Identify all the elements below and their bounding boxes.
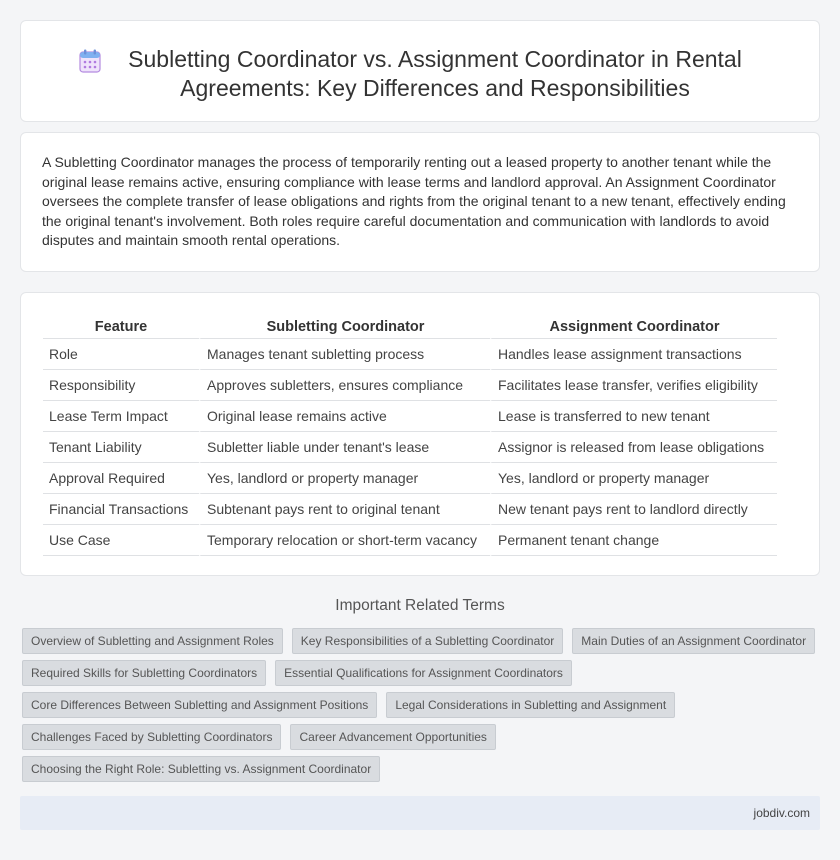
- table-row: [43, 525, 777, 556]
- table-header-row: [43, 317, 777, 339]
- table-cell: Lease is transferred to new tenant: [490, 401, 777, 432]
- table-cell: Facilitates lease transfer, verifies eligibility: [490, 370, 777, 401]
- table-row: [43, 432, 777, 463]
- table-cell: Lease Term Impact: [43, 401, 199, 432]
- header-feature: Feature: [43, 317, 199, 339]
- table-row: [43, 339, 777, 370]
- footer-site-link[interactable]: jobdiv.com: [753, 806, 810, 820]
- table-cell: Tenant Liability: [43, 432, 199, 463]
- related-tag[interactable]: Career Advancement Opportunities: [290, 724, 495, 750]
- related-tag[interactable]: Key Responsibilities of a Subletting Coordinator: [292, 628, 563, 654]
- table-cell: Subletter liable under tenant's lease: [199, 432, 490, 463]
- related-tag[interactable]: Legal Considerations in Subletting and Assignment: [386, 692, 675, 718]
- page-title: Subletting Coordinator vs. Assignment Coordinator in Rental Agreements: Key Differences and Responsibilities: [128, 46, 742, 101]
- table-cell: Original lease remains active: [199, 401, 490, 432]
- title-wrap: [21, 45, 819, 103]
- related-tag[interactable]: Challenges Faced by Subletting Coordinators: [22, 724, 281, 750]
- intro-card: [20, 132, 820, 272]
- table-row: [43, 494, 777, 525]
- table-cell: Assignor is released from lease obligations: [490, 432, 777, 463]
- table-cell: Approval Required: [43, 463, 199, 494]
- table-cell: Responsibility: [43, 370, 199, 401]
- intro-paragraph: A Subletting Coordinator manages the process of temporarily renting out a leased property to another tenant while the original lease remains active, ensuring compliance with lease terms and landlord approval. An Assignment Coordinator oversees the complete transfer of lease obligations and rights from the original tenant to a new tenant, effectively ending the original tenant's involvement. Both roles require careful documentation and communication with landlords to avoid disputes and maintain smooth rental operations.: [42, 154, 786, 249]
- related-tag[interactable]: Core Differences Between Subletting and Assignment Positions: [22, 692, 377, 718]
- calendar-icon: [79, 49, 101, 73]
- related-tag[interactable]: Choosing the Right Role: Subletting vs. Assignment Coordinator: [22, 756, 380, 782]
- table-cell: Yes, landlord or property manager: [199, 463, 490, 494]
- table-cell: Use Case: [43, 525, 199, 556]
- table-cell: Manages tenant subletting process: [199, 339, 490, 370]
- table-row: [43, 401, 777, 432]
- comparison-card: [20, 292, 820, 576]
- table-cell: Financial Transactions: [43, 494, 199, 525]
- table-cell: Approves subletters, ensures compliance: [199, 370, 490, 401]
- comparison-table: [43, 317, 777, 556]
- related-terms-heading: Important Related Terms: [335, 597, 505, 614]
- header-subletting: Subletting Coordinator: [199, 317, 490, 339]
- table-cell: Temporary relocation or short-term vacancy: [199, 525, 490, 556]
- table-cell: New tenant pays rent to landlord directly: [490, 494, 777, 525]
- table-row: [43, 370, 777, 401]
- related-tag[interactable]: Overview of Subletting and Assignment Roles: [22, 628, 283, 654]
- related-terms-list: [22, 628, 822, 788]
- table-cell: Permanent tenant change: [490, 525, 777, 556]
- table-cell: Role: [43, 339, 199, 370]
- table-cell: Yes, landlord or property manager: [490, 463, 777, 494]
- table-cell: Handles lease assignment transactions: [490, 339, 777, 370]
- related-tag[interactable]: Required Skills for Subletting Coordinators: [22, 660, 266, 686]
- table-cell: Subtenant pays rent to original tenant: [199, 494, 490, 525]
- footer: [20, 796, 820, 830]
- table-row: [43, 463, 777, 494]
- title-card: [20, 20, 820, 122]
- header-assignment: Assignment Coordinator: [490, 317, 777, 339]
- related-tag[interactable]: Essential Qualifications for Assignment Coordinators: [275, 660, 572, 686]
- related-tag[interactable]: Main Duties of an Assignment Coordinator: [572, 628, 815, 654]
